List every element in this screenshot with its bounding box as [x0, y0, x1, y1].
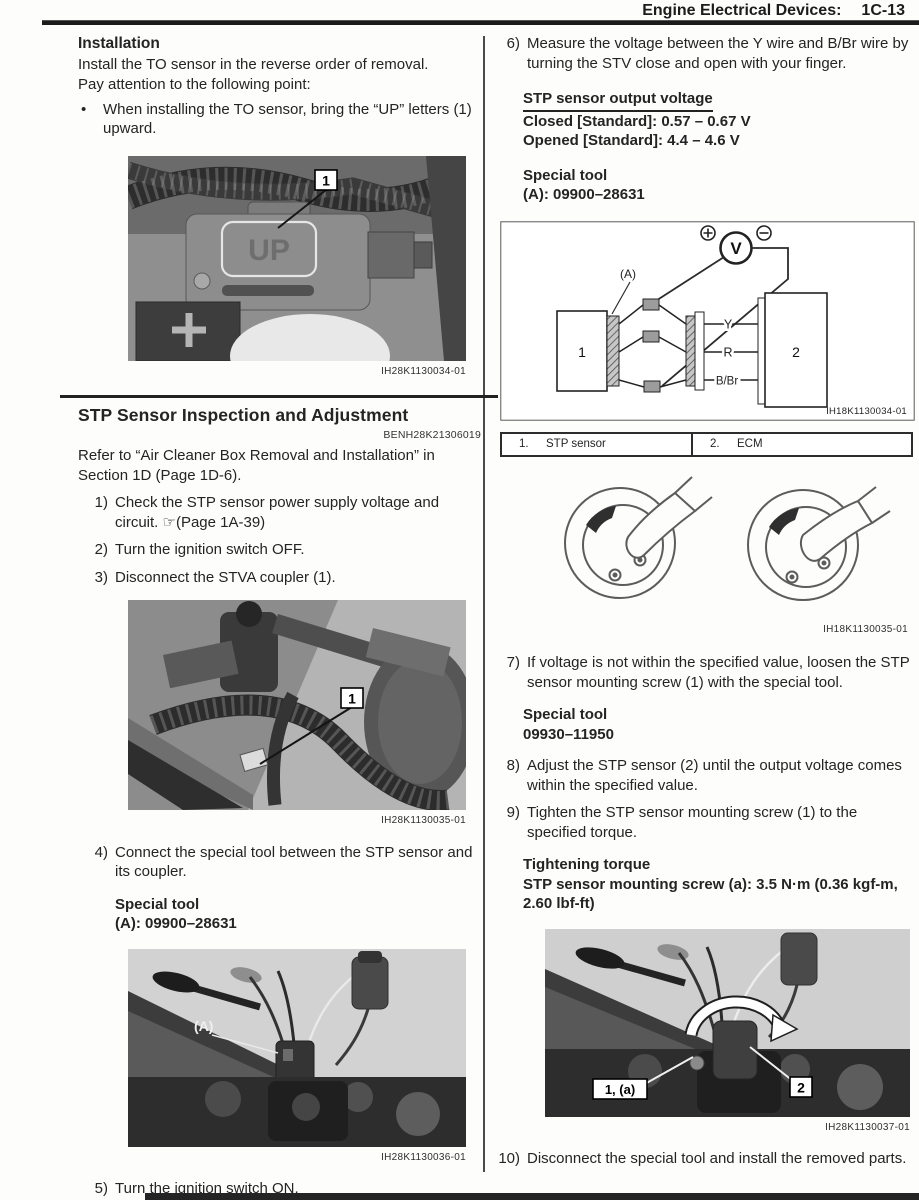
special-tool-heading: Special tool — [523, 166, 608, 184]
photo-to-sensor — [128, 156, 466, 361]
section-intro: Refer to “Air Cleaner Box Removal and Installation” in Section 1D (Page 1D-6). — [78, 447, 435, 484]
step-1-text: Check the STP sensor power supply voltage and circuit. ☞(Page 1A-39) — [115, 494, 440, 531]
stp-section-heading: STP Sensor Inspection and Adjustment — [78, 404, 409, 425]
figure-caption: IH28K1130037-01 — [825, 1121, 910, 1133]
special-tool-block — [115, 895, 481, 934]
ecm-box-label: 2 — [792, 343, 800, 360]
ecm-connector — [758, 298, 765, 404]
callout-1a-label: 1, (a) — [604, 1081, 636, 1097]
step-4 — [78, 843, 481, 882]
step-2-text: Turn the ignition switch OFF. — [115, 541, 305, 558]
header-rule — [42, 20, 919, 25]
output-voltage-block — [523, 89, 912, 151]
step-10 — [490, 1149, 912, 1169]
left-column — [78, 34, 481, 1199]
special-tool-block — [523, 166, 912, 205]
wire-label-bbr: B/Br — [715, 375, 739, 387]
photo-stva-art — [128, 600, 466, 810]
tightening-torque-value: STP sensor mounting screw (a): 3.5 N·m (0.36 kgf-m, 2.60 lbf-ft) — [523, 875, 898, 912]
legend-item-2 — [691, 434, 911, 455]
diagram-caption: IH18K1130034-01 — [826, 405, 907, 417]
callout-A-label: (A) — [194, 1017, 214, 1034]
step-3-text: Disconnect the STVA coupler (1). — [115, 568, 336, 586]
special-tool-block — [523, 705, 912, 744]
step-7-text: If voltage is not within the specified value, loosen the STP sensor mounting screw (1) with the special tool. — [527, 654, 910, 691]
callout-1-label: 1 — [322, 172, 330, 188]
step-4-text: Connect the special tool between the STP sensor and its coupler. — [115, 843, 473, 880]
installation-heading: Installation — [78, 35, 160, 52]
step-10-text: Disconnect the special tool and install the removed parts. — [527, 1150, 907, 1167]
wire-label-y: Y — [723, 317, 733, 331]
step-6 — [490, 34, 912, 73]
voltmeter-label: V — [730, 238, 742, 258]
figure-caption: IH28K1130034-01 — [381, 365, 466, 377]
output-voltage-heading: STP sensor output voltage — [523, 89, 713, 112]
mid-connector-a — [686, 316, 695, 386]
step-4-number: 4) — [94, 843, 108, 861]
header-page-number: 1C-13 — [861, 2, 905, 19]
stp-sensor-box-label: 1 — [578, 343, 586, 360]
special-tool-value: 09930–11950 — [523, 725, 614, 743]
step-6-number: 6) — [506, 35, 520, 52]
figure-caption: IH28K1130036-01 — [381, 1151, 466, 1163]
bullet-icon: • — [81, 100, 87, 118]
figure-to-sensor — [128, 156, 466, 382]
callout-1-label: 1 — [348, 690, 356, 707]
step-9-text: Tighten the STP sensor mounting screw (1) to the specified torque. — [527, 804, 858, 841]
up-letters: UP — [248, 233, 290, 267]
special-tool-value: (A): 09900–28631 — [523, 186, 645, 203]
special-tool-heading: Special tool — [115, 895, 200, 913]
diagram-callout-A: (A) — [620, 266, 636, 281]
step-2-number: 2) — [94, 541, 108, 558]
legend-1-label: STP sensor — [546, 438, 606, 450]
photo-adjustment — [545, 929, 910, 1117]
legend-item-1 — [502, 434, 691, 455]
installation-body-line2: Pay attention to the following point: — [78, 76, 311, 93]
figure-adjustment — [545, 929, 910, 1138]
page-header — [642, 1, 905, 21]
figure-stva-coupler — [128, 600, 466, 831]
legend-2-number: 2. — [710, 438, 720, 450]
step-9-number: 9) — [506, 804, 520, 821]
figure-caption: IH18K1130035-01 — [823, 623, 908, 635]
step-9 — [490, 803, 912, 842]
step-1-number: 1) — [94, 494, 108, 511]
throttle-bore-right — [748, 487, 890, 600]
figure-stv-hands — [520, 475, 908, 639]
battery-block — [136, 302, 240, 361]
figure-legend-table — [500, 432, 913, 457]
throttle-bore-left — [565, 477, 712, 598]
bullet-text: When installing the TO sensor, bring the “UP” letters (1) upward. — [103, 100, 472, 137]
legend-1-number: 1. — [519, 438, 529, 450]
legend-2-label: ECM — [737, 438, 763, 450]
column-divider — [483, 36, 485, 1172]
photo-adjust-art — [545, 929, 910, 1117]
installation-bullet — [78, 100, 481, 139]
step-1 — [78, 493, 481, 532]
step-8-text: Adjust the STP sensor (2) until the output voltage comes within the specified value. — [527, 757, 902, 794]
photo-to-sensor-art — [128, 156, 466, 361]
figure-caption: IH28K1130035-01 — [381, 815, 466, 826]
step-2 — [78, 540, 481, 560]
output-voltage-closed: Closed [Standard]: 0.57 – 0.67 V — [523, 112, 751, 130]
figure-special-tool — [128, 949, 466, 1168]
sensor-connector — [607, 316, 619, 386]
step-6-text: Measure the voltage between the Y wire and B/Br wire by turning the STV close and open with your finger. — [527, 35, 909, 72]
tightening-torque-heading: Tightening torque — [523, 856, 651, 873]
step-8-number: 8) — [506, 757, 520, 774]
stv-hands-art — [520, 475, 908, 613]
right-column — [490, 34, 912, 1169]
tightening-torque-block — [523, 855, 912, 914]
step-5-number: 5) — [94, 1180, 108, 1197]
step-10-number: 10) — [498, 1150, 520, 1167]
step-7-number: 7) — [506, 654, 520, 671]
photo-special-tool — [128, 949, 466, 1147]
wiring-diagram — [500, 221, 915, 421]
wire-label-r: R — [723, 345, 733, 359]
photo-stva-coupler — [128, 600, 466, 810]
step-3 — [78, 568, 481, 588]
header-title: Engine Electrical Devices: — [642, 2, 842, 19]
step-5 — [78, 1179, 481, 1199]
installation-body-line1: Install the TO sensor in the reverse order of removal. — [78, 55, 429, 73]
special-tool-value: (A): 09900–28631 — [115, 915, 237, 932]
section-ref-code: BENH28K21306019 — [383, 428, 481, 441]
figure-wiring-diagram — [500, 221, 912, 427]
special-tool-heading: Special tool — [523, 706, 608, 723]
output-voltage-opened: Opened [Standard]: 4.4 – 4.6 V — [523, 132, 740, 149]
step-3-number: 3) — [94, 568, 108, 586]
callout-2-label: 2 — [797, 1079, 805, 1095]
photo-tool-art — [128, 949, 466, 1147]
step-7 — [490, 653, 912, 692]
step-8 — [490, 756, 912, 795]
section-rule — [60, 395, 498, 398]
mid-connector-b — [695, 312, 704, 390]
step-5-text: Turn the ignition switch ON. — [115, 1180, 299, 1197]
